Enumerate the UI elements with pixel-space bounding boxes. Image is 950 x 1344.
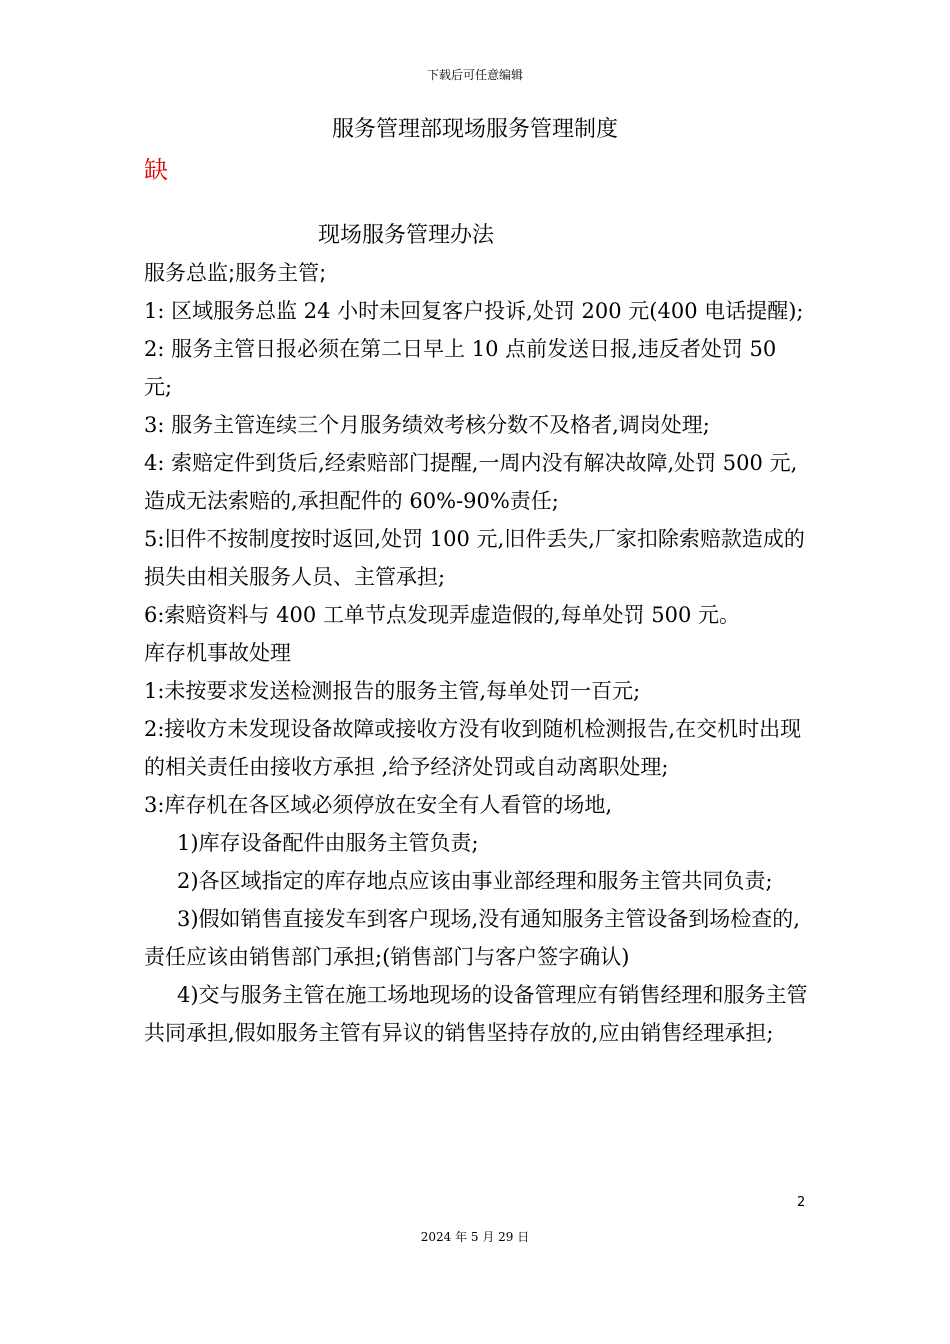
document-body	[144, 254, 808, 1052]
rule-item: 3: 服务主管连续三个月服务绩效考核分数不及格者,调岗处理;	[144, 413, 710, 437]
section-title: 现场服务管理办法	[318, 223, 495, 248]
rule-item: 1: 区域服务总监 24 小时未回复客户投诉,处罚 200 元(400 电话提醒);	[144, 299, 804, 323]
rule-item: 6:索赔资料与 400 工单节点发现弄虚造假的,每单处罚 500 元。	[144, 603, 740, 627]
rule-item: 3:库存机在各区域必须停放在安全有人看管的场地,	[144, 793, 613, 817]
sub-rule-item: 2)各区域指定的库存地点应该由事业部经理和服务主管共同负责;	[177, 869, 773, 893]
rule-item: 5:旧件不按制度按时返回,处罚 100 元,旧件丢失,厂家扣除索赔款造成的损失由相关服务人员、主管承担;	[144, 527, 805, 589]
rule-item: 2: 服务主管日报必须在第二日早上 10 点前发送日报,违反者处罚 50 元;	[144, 337, 777, 399]
sub-rule-item: 1)库存设备配件由服务主管负责;	[177, 831, 479, 855]
section-heading-inventory: 库存机事故处理	[144, 641, 291, 665]
section-heading-supervisors: 服务总监;服务主管;	[144, 261, 327, 285]
missing-mark: 缺	[144, 156, 168, 184]
page-number: 2	[797, 1195, 806, 1210]
header-note: 下载后可任意编辑	[426, 68, 523, 82]
page-title: 服务管理部现场服务管理制度	[331, 117, 618, 142]
sub-rule-item: 3)假如销售直接发车到客户现场,没有通知服务主管设备到场检查的,责任应该由销售部门承担;(销售部门与客户签字确认)	[144, 907, 800, 969]
rule-item: 1:未按要求发送检测报告的服务主管,每单处罚一百元;	[144, 679, 641, 703]
rule-item: 4: 索赔定件到货后,经索赔部门提醒,一周内没有解决故障,处罚 500 元,造成无法索赔的,承担配件的 60%-90%责任;	[144, 451, 798, 513]
sub-rule-item: 4)交与服务主管在施工场地现场的设备管理应有销售经理和服务主管共同承担,假如服务主管有异议的销售坚持存放的,应由销售经理承担;	[144, 983, 808, 1045]
rule-item: 2:接收方未发现设备故障或接收方没有收到随机检测报告,在交机时出现的相关责任由接收方承担 ,给予经济处罚或自动离职处理;	[144, 717, 802, 779]
footer-date: 2024 年 5 月 29 日	[420, 1230, 530, 1244]
